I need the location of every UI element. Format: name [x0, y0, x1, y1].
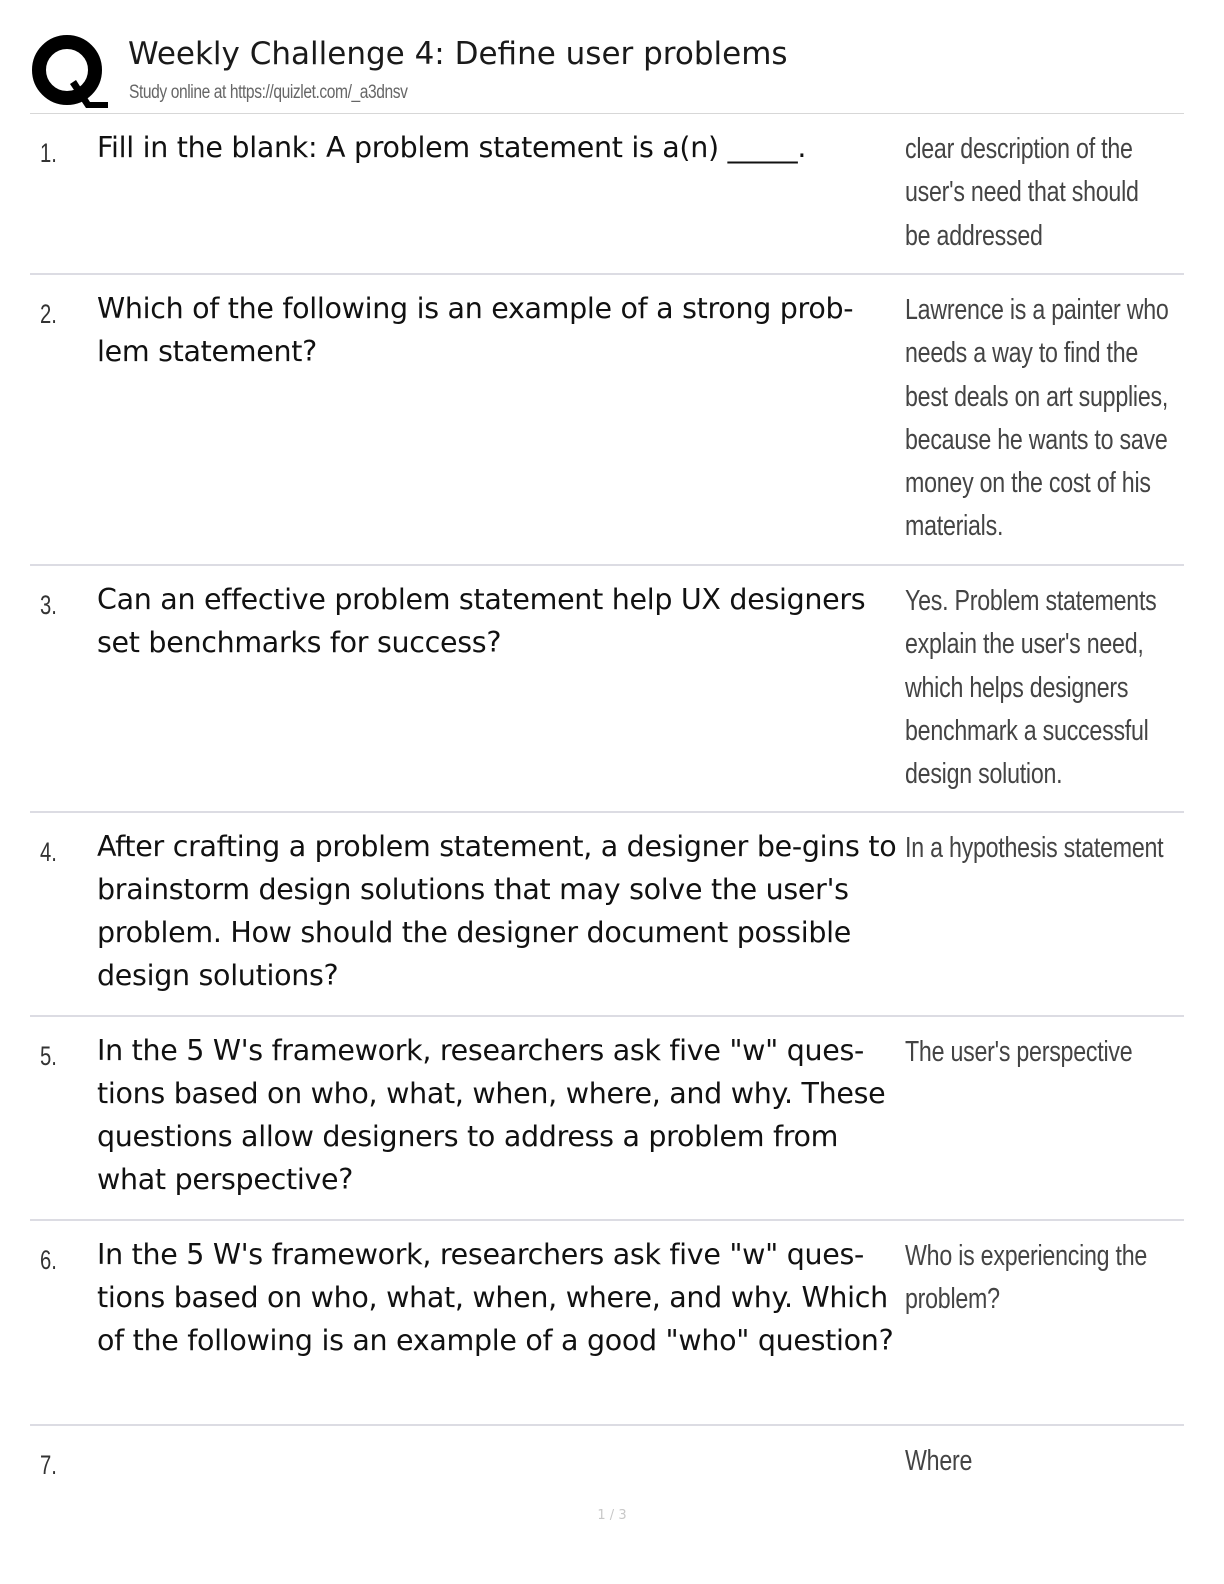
- card-term: After crafting a problem statement, a designer be-gins to brainstorm design solutions that may solve the user's problem. How should the designer document possible design solutions?: [97, 830, 897, 992]
- card-term: Which of the following is an example of a strong prob-lem statement?: [97, 292, 854, 368]
- card-number: 5.: [40, 1041, 57, 1071]
- card-definition: In a hypothesis statement: [905, 832, 1164, 864]
- card-definition: The user's perspective: [905, 1036, 1133, 1068]
- flashcard-row: [30, 813, 1184, 1017]
- card-definition: clear description of the user's need that should be addressed: [905, 133, 1139, 252]
- card-definition: Yes. Problem statements explain the user's need, which helps designers benchmark a successful design solution.: [905, 585, 1157, 791]
- page-header: [30, 28, 1184, 112]
- card-number: 6.: [40, 1245, 57, 1275]
- card-term: In the 5 W's framework, researchers ask five "w" ques-tions based on who, what, when, where, and why. Which of the following is an example of a good "who" question?: [97, 1238, 894, 1357]
- card-definition: Who is experiencing the problem?: [905, 1240, 1148, 1316]
- flashcard-row: [30, 275, 1184, 566]
- card-number: 7.: [40, 1450, 57, 1480]
- flashcard-row: [30, 1426, 1184, 1506]
- card-definition: Lawrence is a painter who needs a way to find the best deals on art supplies, because he wants to save money on the cost of his materials.: [905, 294, 1169, 543]
- flashcard-row: [30, 1221, 1184, 1426]
- flashcard-row: [30, 566, 1184, 813]
- card-term: Can an effective problem statement help UX designers set benchmarks for success?: [97, 583, 866, 659]
- flashcard-list: [30, 114, 1184, 1506]
- card-number: 3.: [40, 590, 57, 620]
- page-title: Weekly Challenge 4: Define user problems: [128, 36, 788, 72]
- card-number: 1.: [40, 138, 57, 168]
- flashcard-row: [30, 1017, 1184, 1221]
- card-number: 4.: [40, 837, 57, 867]
- flashcard-row: [30, 114, 1184, 275]
- card-number: 2.: [40, 299, 57, 329]
- page-indicator: 1 / 3: [597, 1508, 627, 1523]
- card-term: In the 5 W's framework, researchers ask five "w" ques-tions based on who, what, when, where, and why. These questions allow designers to address a problem from what perspective?: [97, 1034, 886, 1196]
- card-definition: Where: [905, 1445, 973, 1477]
- quizlet-q-logo-icon: [30, 32, 108, 110]
- study-online-link[interactable]: Study online at https://quizlet.com/_a3dnsv: [129, 82, 408, 103]
- card-term: Fill in the blank: A problem statement is a(n) _____.: [97, 131, 807, 164]
